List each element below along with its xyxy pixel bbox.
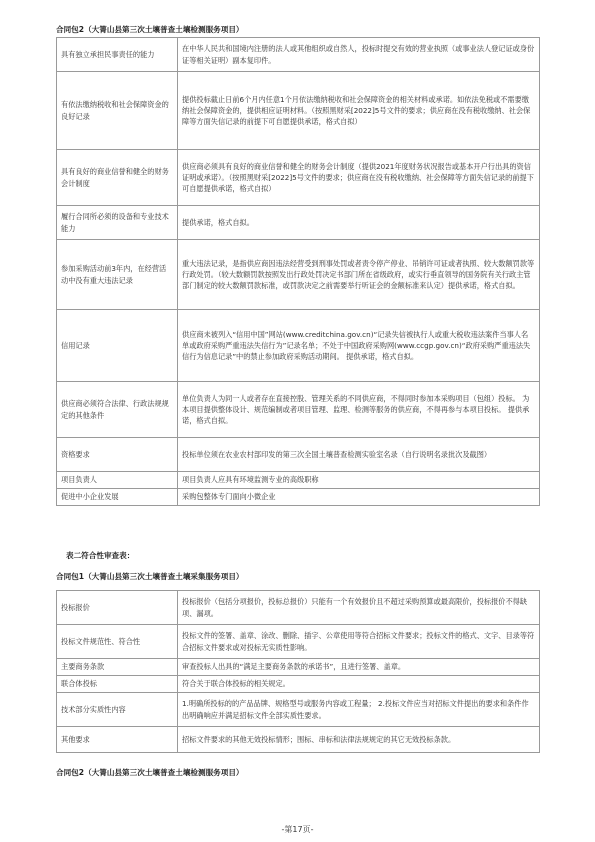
row-content: 提供承诺，格式自拟。 <box>178 206 540 240</box>
table-row <box>57 727 540 753</box>
compliance-table <box>56 590 540 753</box>
row-content: 重大违法记录，是指供应商因违法经营受到刑事处罚或者责令停产停业、吊销许可证或者执照、较大数额罚款等行政处罚。（较大数额罚款按照发出行政处罚决定书部门所在省级政府，或实行垂直领导的国务院有关行政主管部门制定的较大数额罚款标准，或罚款决定之前需要举行听证会的金额标准来认定）提供承诺，格式自拟。 <box>178 240 540 310</box>
compliance-table-title: 表二符合性审查表： <box>66 551 135 560</box>
table-row <box>57 310 540 382</box>
row-content: 供应商必须具有良好的商业信誉和健全的财务会计制度（提供2021年度财务状况报告或基本开户行出具的资信证明或承诺）。（按照黑财采[2022]5号文件的要求；供应商在没有税收缴纳、社会保障等方面失信记录的前提下可自愿提供承诺，格式自拟） <box>178 150 540 206</box>
table-row <box>57 72 540 150</box>
package-heading-2: 合同包2（大箐山县第三次土壤普查土壤检测服务项目） <box>56 25 244 34</box>
table-row <box>57 240 540 310</box>
table-row <box>57 659 540 676</box>
table-row <box>57 38 540 72</box>
row-label: 联合体投标 <box>57 676 178 693</box>
package-heading-1: 合同包1（大箐山县第三次土壤普查土壤采集服务项目） <box>56 572 244 581</box>
row-content: 投标单位须在农业农村部印发的第三次全国土壤普查检测实验室名录（自行说明名录批次及截图） <box>178 438 540 472</box>
row-content: 审查投标人出具的“满足主要商务条款的承诺书”，且进行签署、盖章。 <box>178 659 540 676</box>
row-content: 供应商未被列入“信用中国”网站(www.creditchina.gov.cn)“记录失信被执行人或重大税收违法案件当事人名单或政府采购严重违法失信行为”记录名单；不处于中国政府采购网(www.ccgp.gov.cn)“政府采购严重违法失信行为信息记录”中的禁止参加政府采购活动期间。 提供承诺，格式自拟。 <box>178 310 540 382</box>
table-row <box>57 382 540 438</box>
row-content: 投标报价（包括分项报价，投标总报价）只能有一个有效报价且不超过采购预算或最高限价，投标报价不得缺项、漏项。 <box>178 591 540 625</box>
row-label: 供应商必须符合法律、行政法规规定的其他条件 <box>57 382 178 438</box>
package-heading-2-next: 合同包2（大箐山县第三次土壤普查土壤检测服务项目） <box>56 768 244 777</box>
table-row <box>57 206 540 240</box>
row-content: 单位负责人为同一人或者存在直接控股、管理关系的不同供应商，不得同时参加本采购项目（包组）投标。 为本项目提供整体设计、规范编制或者项目管理、监理、检测等服务的供应商，不得再参与本项目投标。 提供承诺，格式自拟。 <box>178 382 540 438</box>
qualification-table <box>56 37 540 506</box>
page-number: -第17页- <box>281 825 314 834</box>
row-label: 有依法缴纳税收和社会保障资金的良好记录 <box>57 72 178 150</box>
table-row <box>57 150 540 206</box>
table-row <box>57 676 540 693</box>
row-content: 符合关于联合体投标的相关规定。 <box>178 676 540 693</box>
row-content: 招标文件要求的其他无效投标情形；围标、串标和法律法规规定的其它无效投标条款。 <box>178 727 540 753</box>
row-label: 具有良好的商业信誉和健全的财务会计制度 <box>57 150 178 206</box>
row-content: 项目负责人应具有环境监测专业的高级职称 <box>178 472 540 489</box>
row-label: 投标报价 <box>57 591 178 625</box>
table-row <box>57 625 540 659</box>
row-label: 参加采购活动前3年内，在经营活动中没有重大违法记录 <box>57 240 178 310</box>
table-row <box>57 489 540 506</box>
row-content: 1.明确所投标的的产品品牌、规格型号或服务内容或工程量； 2.投标文件应当对招标文件提出的要求和条件作出明确响应并满足招标文件全部实质性要求。 <box>178 693 540 727</box>
row-label: 主要商务条款 <box>57 659 178 676</box>
row-label: 信用记录 <box>57 310 178 382</box>
row-content: 投标文件的签署、盖章、涂改、删除、插字、公章使用等符合招标文件要求；投标文件的格式、文字、目录等符合招标文件要求或对投标无实质性影响。 <box>178 625 540 659</box>
table-row <box>57 472 540 489</box>
table-row <box>57 591 540 625</box>
row-label: 技术部分实质性内容 <box>57 693 178 727</box>
row-label: 具有独立承担民事责任的能力 <box>57 38 178 72</box>
row-label: 履行合同所必须的设备和专业技术能力 <box>57 206 178 240</box>
row-label: 投标文件规范性、符合性 <box>57 625 178 659</box>
table-row <box>57 438 540 472</box>
row-content: 在中华人民共和国境内注册的法人或其他组织或自然人，投标时提交有效的营业执照（或事业法人登记证或身份证等相关证明）副本复印件。 <box>178 38 540 72</box>
row-label: 项目负责人 <box>57 472 178 489</box>
table-row <box>57 693 540 727</box>
row-label: 资格要求 <box>57 438 178 472</box>
row-label: 促进中小企业发展 <box>57 489 178 506</box>
row-label: 其他要求 <box>57 727 178 753</box>
row-content: 采购包整体专门面向小微企业 <box>178 489 540 506</box>
row-content: 提供投标截止日前6个月内任意1个月依法缴纳税收和社会保障资金的相关材料或承诺。如依法免税或不需要缴纳社会保障资金的，提供相应证明材料。（按照黑财采[2022]5号文件的要求；供应商在没有税收缴纳、社会保障等方面失信记录的前提下可自愿提供承诺，格式自拟） <box>178 72 540 150</box>
